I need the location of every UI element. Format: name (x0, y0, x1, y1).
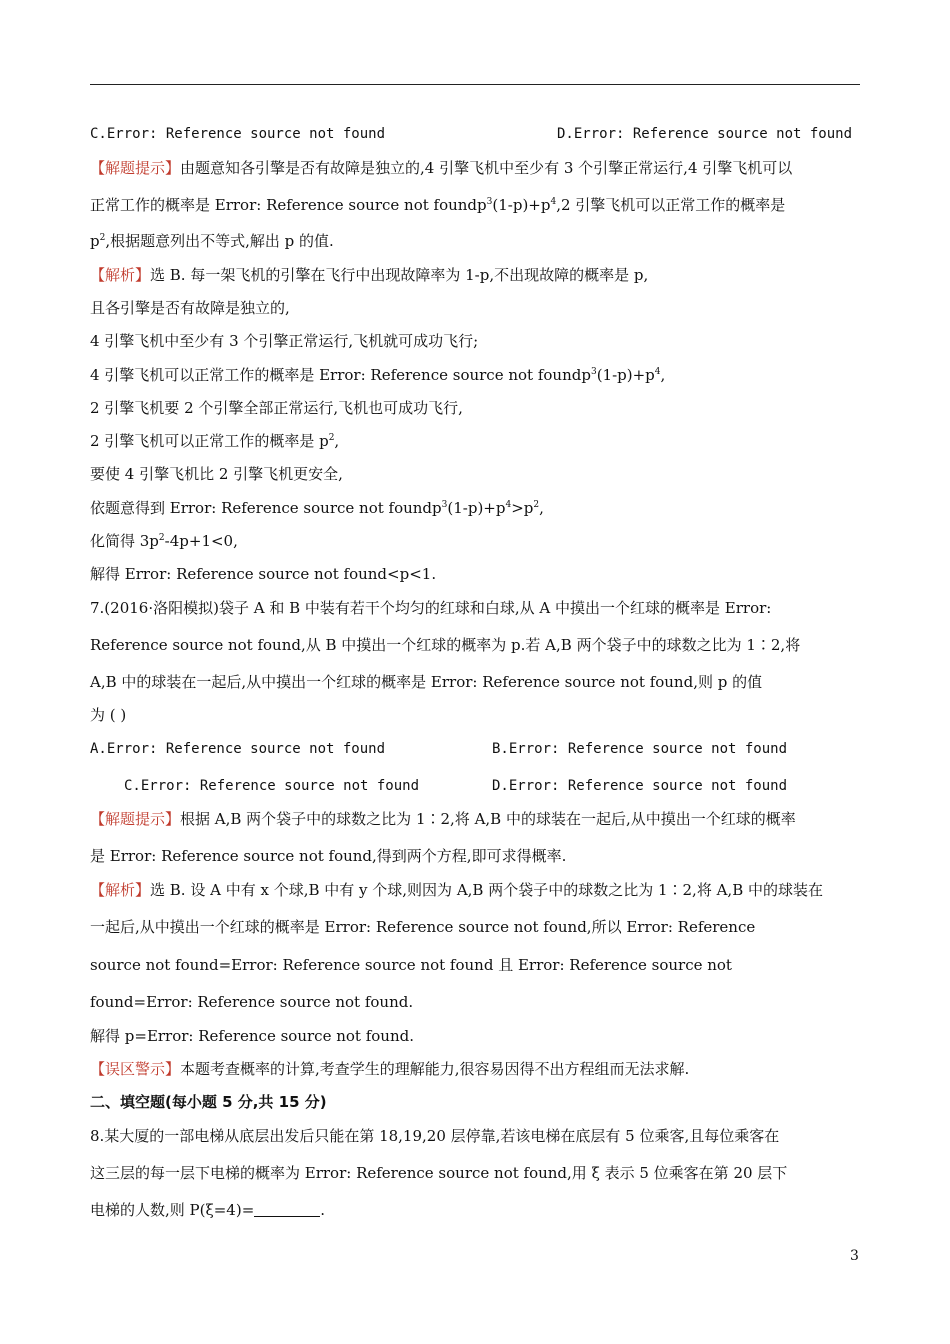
q7-solution-line-3: source not found=Error: Reference source not found 且 Error: Reference source not (90, 956, 732, 974)
q7-solution-line-5: 解得 p=Error: Reference source not found. (90, 1027, 414, 1045)
q6-solution-line-3: 4 引擎飞机中至少有 3 个引擎正常运行,飞机就可成功飞行; (90, 332, 479, 350)
q6-solution-line-7: 要使 4 引擎飞机比 2 引擎飞机更安全, (90, 465, 343, 483)
q7-solution-line-4: found=Error: Reference source not found. (90, 993, 414, 1011)
q6-solution-line-9: 化简得 $3p^2-4p+1<0$, (90, 532, 238, 550)
q7-option-a: A.Error: Reference source not found (90, 741, 386, 757)
q8-stem-line-2: 这三层的每一层下电梯的概率为 Error: Reference source not found,用 ξ 表示 5 位乘客在第 20 层下 (90, 1164, 788, 1182)
section-heading: 二、填空题(每小题 5 分,共 15 分) (90, 1093, 327, 1111)
q7-hint-line-1: 【解题提示】根据 A,B 两个袋子中的球数之比为 1∶2,将 A,B 中的球装在一起后,从中摸出一个红球的概率 (90, 810, 796, 828)
q6-option-c: C.Error: Reference source not found (90, 126, 386, 142)
q6-solution-line-6: 2 引擎飞机可以正常工作的概率是 $p^2$, (90, 432, 340, 450)
q7-stem-line-3: A,B 中的球装在一起后,从中摸出一个红球的概率是 Error: Reference source not found,则 p 的值 (90, 673, 763, 691)
q6-solution-line-2: 且各引擎是否有故障是独立的, (90, 299, 290, 317)
hint-tag: 【解题提示】 (90, 810, 181, 828)
q6-solution-line-8: 依题意得到 Error: Reference source not $foundp^3(1-p)+p^4>p^2$, (90, 499, 544, 517)
q6-hint-line-2: 正常工作的概率是 Error: Reference source not $foundp^3(1-p)+p^4,2$ 引擎飞机可以正常工作的概率是 (90, 196, 786, 214)
page-number: 3 (850, 1248, 859, 1264)
q7-solution-line-1: 【解析】选 B. 设 A 中有 x 个球,B 中有 y 个球,则因为 A,B 两个袋子中的球数之比为 1∶2,将 A,B 中的球装在 (90, 881, 823, 899)
q7-option-b: B.Error: Reference source not found (492, 741, 788, 757)
q7-warning-line: 【误区警示】本题考查概率的计算,考查学生的理解能力,很容易因得不出方程组而无法求解. (90, 1060, 690, 1078)
solution-tag: 【解析】 (90, 266, 151, 284)
q7-hint-line-2: 是 Error: Reference source not found,得到两个方程,即可求得概率. (90, 847, 567, 865)
q7-stem-line-4: 为 ( ) (90, 706, 127, 724)
q7-options-ab (90, 738, 860, 760)
q7-option-d: D.Error: Reference source not found (492, 778, 788, 794)
q7-solution-line-2: 一起后,从中摸出一个红球的概率是 Error: Reference source not found,所以 Error: Reference (90, 918, 756, 936)
hint-tag: 【解题提示】 (90, 159, 181, 177)
q6-solution-line-10: 解得 Error: Reference source not found<p<1. (90, 565, 437, 583)
q8-stem-line-1: 8.某大厦的一部电梯从底层出发后只能在第 18,19,20 层停靠,若该电梯在底层有 5 位乘客,且每位乘客在 (90, 1127, 780, 1145)
header-rule (90, 84, 860, 85)
q6-solution-line-1: 【解析】选 B. 每一架飞机的引擎在飞行中出现故障率为 1-p,不出现故障的概率是 p, (90, 266, 649, 284)
q6-solution-line-4: 4 引擎飞机可以正常工作的概率是 Error: Reference source not $foundp^3(1-p)+p^4$, (90, 366, 666, 384)
q7-stem-line-2: Reference source not found,从 B 中摸出一个红球的概率为 p.若 A,B 两个袋子中的球数之比为 1∶2,将 (90, 636, 801, 654)
q8-stem-line-3: 电梯的人数,则 P(ξ=4)= . (90, 1201, 326, 1219)
q6-option-d: D.Error: Reference source not found (557, 126, 853, 142)
q6-hint-line-1: 【解题提示】由题意知各引擎是否有故障是独立的,4 引擎飞机中至少有 3 个引擎正常运行,4 引擎飞机可以 (90, 159, 793, 177)
q7-stem-line-1: 7.(2016·洛阳模拟)袋子 A 和 B 中装有若干个均匀的红球和白球,从 A 中摸出一个红球的概率是 Error: (90, 599, 772, 617)
q6-hint-line-3: $p^2$,根据题意列出不等式,解出 p 的值. (90, 232, 334, 250)
q6-options-cd (90, 123, 860, 145)
warning-tag: 【误区警示】 (90, 1060, 181, 1078)
answer-blank[interactable] (254, 1202, 320, 1217)
q7-option-c: C.Error: Reference source not found (124, 778, 420, 794)
solution-tag: 【解析】 (90, 881, 151, 899)
q6-solution-line-5: 2 引擎飞机要 2 个引擎全部正常运行,飞机也可成功飞行, (90, 399, 463, 417)
